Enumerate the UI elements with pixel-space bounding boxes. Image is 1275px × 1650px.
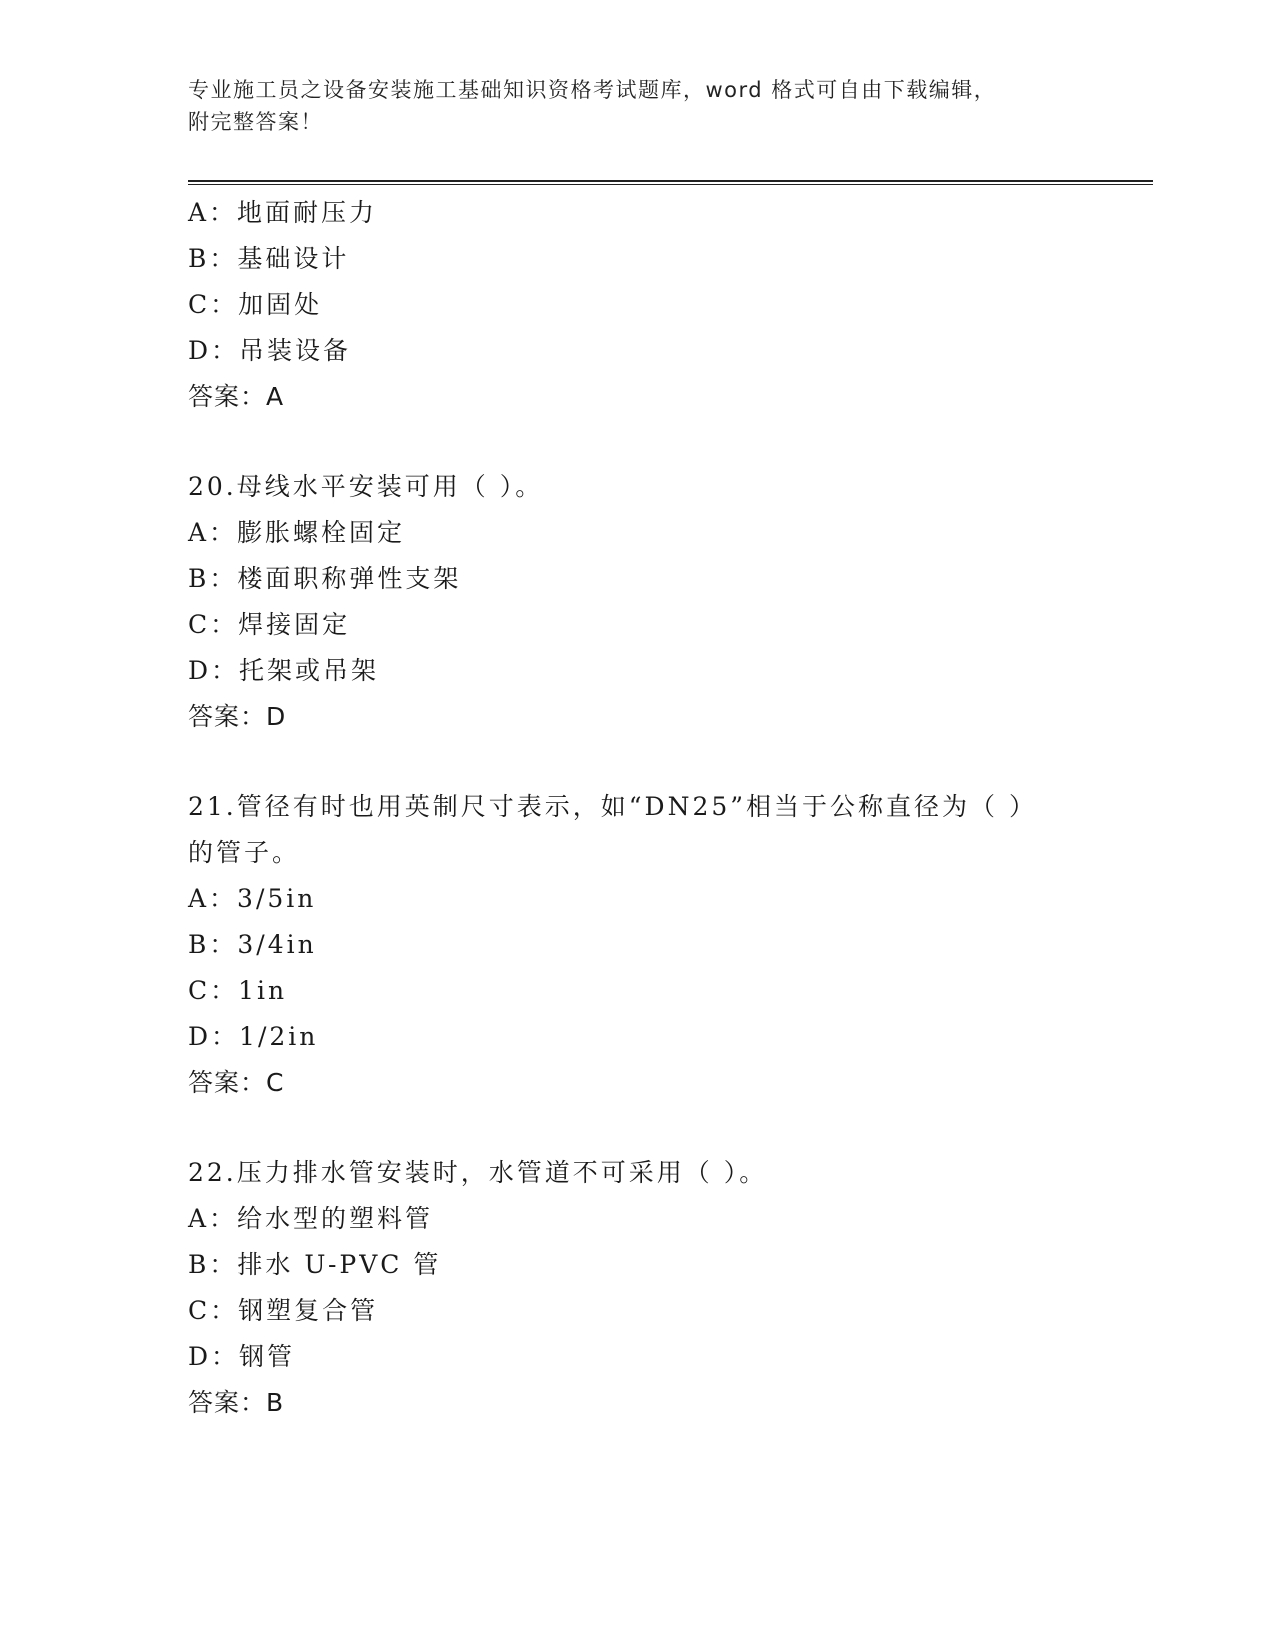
option-a: A：地面耐压力 — [188, 198, 378, 227]
question-stem: 22.压力排水管安装时，水管道不可采用（ ）。 — [188, 1158, 768, 1187]
option-b: B：排水 U-PVC 管 — [188, 1250, 442, 1279]
option-b: B：3/4in — [188, 930, 317, 959]
question-20 — [188, 464, 1088, 740]
option-c: C：焊接固定 — [188, 610, 351, 639]
answer-line: 答案：D — [188, 702, 287, 731]
question-22 — [188, 1150, 1088, 1426]
question-21 — [188, 784, 1088, 1106]
option-c: C：1in — [188, 976, 288, 1005]
question-content — [188, 190, 1088, 1426]
option-d: D：吊装设备 — [188, 336, 352, 365]
question-19-continuation — [188, 190, 1088, 420]
question-stem: 20.母线水平安装可用（ ）。 — [188, 472, 544, 501]
option-b: B：基础设计 — [188, 244, 350, 273]
header-divider — [188, 180, 1153, 185]
answer-line: 答案：A — [188, 382, 285, 411]
question-stem-line-1: 21.管径有时也用英制尺寸表示，如“DN25”相当于公称直径为（ ） — [188, 792, 1037, 821]
option-a: A：给水型的塑料管 — [188, 1204, 434, 1233]
option-a: A：3/5in — [188, 884, 317, 913]
option-c: C：钢塑复合管 — [188, 1296, 379, 1325]
option-b: B：楼面职称弹性支架 — [188, 564, 462, 593]
option-d: D：钢管 — [188, 1342, 296, 1371]
option-d: D：托架或吊架 — [188, 656, 380, 685]
answer-line: 答案：C — [188, 1068, 285, 1097]
header-line-1: 专业施工员之设备安装施工基础知识资格考试题库，word 格式可自由下载编辑， — [188, 78, 997, 102]
header-line-2: 附完整答案！ — [188, 110, 323, 134]
page-header — [188, 74, 1108, 138]
option-a: A：膨胀螺栓固定 — [188, 518, 406, 547]
option-c: C：加固处 — [188, 290, 323, 319]
question-stem-line-2: 的管子。 — [188, 838, 301, 867]
option-d: D：1/2in — [188, 1022, 319, 1051]
answer-line: 答案：B — [188, 1388, 285, 1417]
